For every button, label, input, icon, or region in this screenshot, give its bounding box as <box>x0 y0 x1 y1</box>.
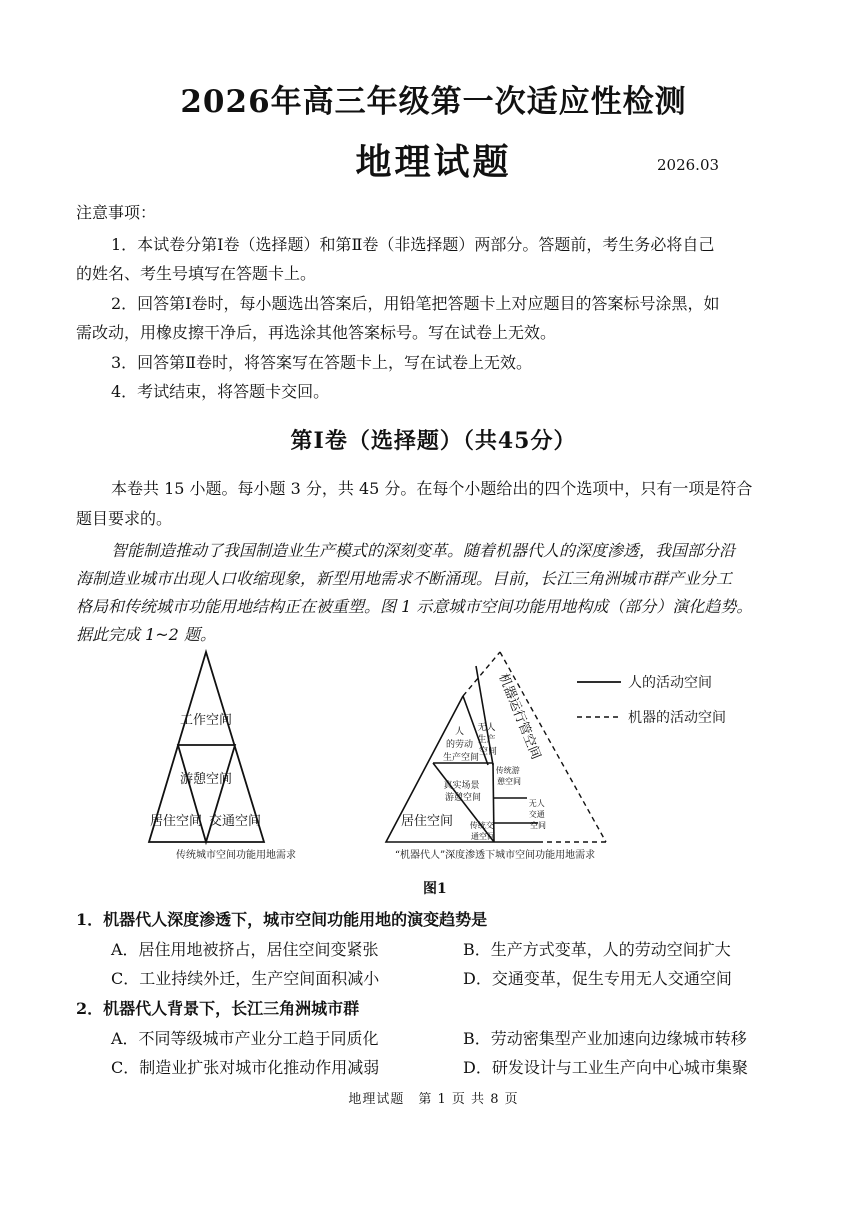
intro-line-2: 海制造业城市出现人口收缩现象，新型用地需求不断涌现。目前，长江三角洲城市群产业分工 <box>76 569 733 588</box>
work-space-label: 工作空间 <box>179 713 233 728</box>
notice-item-1-line-2: 的姓名、考生号填写在答题卡上。 <box>76 264 317 283</box>
intro-line-3: 格局和传统城市功能用地结构正在被重塑。图 1 示意城市空间功能用地构成（部分）演化趋势。 <box>76 597 753 616</box>
notice-heading: 注意事项： <box>76 203 157 222</box>
human-production-label: 人 的劳动 生产空间 <box>442 727 480 763</box>
question-1-option-b: B．生产方式变革，人的劳动空间扩大 <box>463 940 731 959</box>
unmanned-production-label: 无人 生产 空间 <box>477 723 498 757</box>
leisure-space-label: 游憩空间 <box>179 772 233 787</box>
exam-title: 2026年高三年级第一次适应性检测 <box>180 84 687 120</box>
real-leisure-label: 真实场景 游憩空间 <box>443 781 482 803</box>
question-1-stem: 1．机器代人深度渗透下，城市空间功能用地的演变趋势是 <box>76 910 488 929</box>
question-2-stem: 2．机器代人背景下，长江三角洲城市群 <box>76 999 360 1018</box>
section-instruction-line-2: 题目要求的。 <box>76 509 173 528</box>
subject-title: 地理试题 <box>355 141 512 183</box>
question-2-option-b: B．劳动密集型产业加速向边缘城市转移 <box>463 1029 747 1048</box>
virtual-leisure-label: 传统游 憩空间 <box>495 766 521 786</box>
unmanned-traffic-label: 无人 交通 空间 <box>528 799 546 830</box>
notice-item-3: 3．回答第Ⅱ卷时，将答案写在答题卡上，写在试卷上无效。 <box>111 353 533 372</box>
question-2-option-a: A．不同等级城市产业分工趋于同质化 <box>111 1029 379 1048</box>
legend <box>577 674 726 726</box>
residence-space-label: 居住空间 <box>149 814 203 829</box>
question-1-option-a: A．居住用地被挤占，居住空间变紧张 <box>111 940 379 959</box>
exam-date: 2026.03 <box>657 156 720 174</box>
notice-item-1-line-1: 1．本试卷分第Ⅰ卷（选择题）和第Ⅱ卷（非选择题）两部分。答题前，考生务必将自己 <box>111 235 715 254</box>
question-2-option-c: C．制造业扩张对城市化推动作用减弱 <box>111 1058 380 1077</box>
question-1-option-c: C．工业持续外迁，生产空间面积减小 <box>111 969 380 988</box>
section-title: 第Ⅰ卷（选择题）（共45分） <box>290 428 577 454</box>
robot-space-label: 机器运行管空间 <box>495 671 544 762</box>
traditional-diagram-caption: 传统城市空间功能用地需求 <box>176 850 296 861</box>
question-2-option-d: D．研发设计与工业生产向中心城市集聚 <box>463 1058 748 1077</box>
page-footer: 地理试题 第 1 页 共 8 页 <box>348 1092 519 1107</box>
intro-line-1: 智能制造推动了我国制造业生产模式的深刻变革。随着机器代人的深度渗透，我国部分沿 <box>111 541 736 560</box>
traffic-space-label: 交通空间 <box>208 814 262 829</box>
notice-item-2-line-1: 2．回答第Ⅰ卷时，每小题选出答案后，用铅笔把答题卡上对应题目的答案标号涂黑，如 <box>111 294 720 313</box>
traditional-traffic-label: 传统交 通空间 <box>469 821 495 841</box>
notice-item-2-line-2: 需改动，用橡皮擦干净后，再选涂其他答案标号。写在试卷上无效。 <box>76 323 557 342</box>
question-1-option-d: D．交通变革，促生专用无人交通空间 <box>463 969 732 988</box>
right-residence-label: 居住空间 <box>400 814 454 829</box>
legend-human-label: 人的活动空间 <box>628 675 712 691</box>
section-instruction-line-1: 本卷共 15 小题。每小题 3 分，共 45 分。在每个小题给出的四个选项中，只有一项是符合 <box>111 479 753 498</box>
figure-caption: 图1 <box>423 881 447 897</box>
figure-1-diagram <box>140 648 760 870</box>
robot-era-diagram-caption: “机器代人”深度渗透下城市空间功能用地需求 <box>394 850 596 861</box>
intro-line-4: 据此完成 1~2 题。 <box>76 625 216 644</box>
legend-robot-label: 机器的活动空间 <box>628 710 726 726</box>
notice-item-4: 4．考试结束，将答题卡交回。 <box>111 382 330 401</box>
